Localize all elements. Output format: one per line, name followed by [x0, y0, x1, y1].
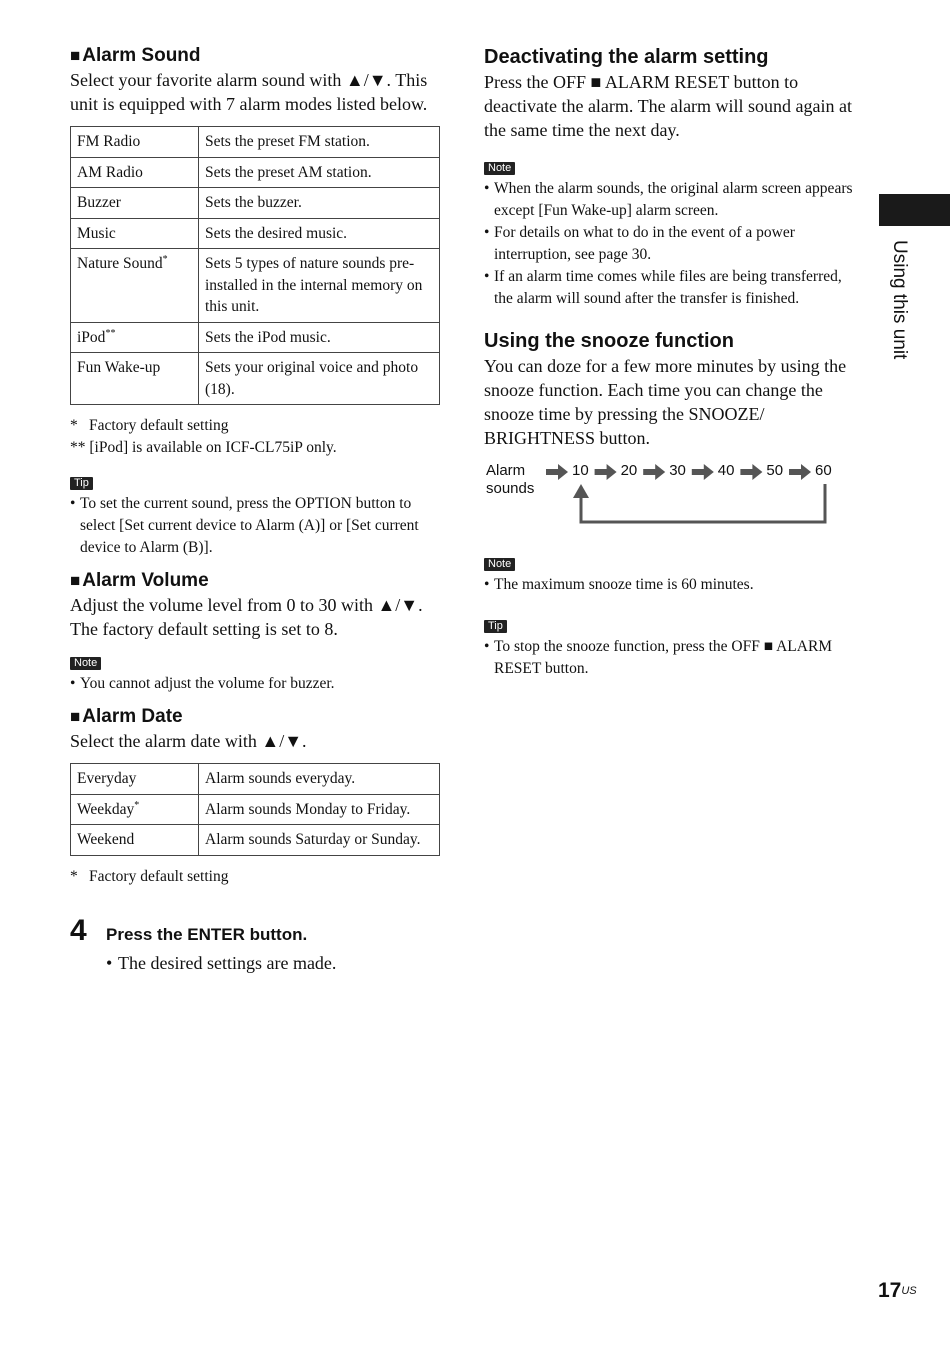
- section-tab: [879, 194, 950, 226]
- alarm-date-footnote: * Factory default setting: [70, 867, 229, 885]
- alarm-sound-table: [70, 126, 440, 405]
- step-title: Press the ENTER button.: [106, 924, 308, 944]
- diagram-label-sounds: sounds: [486, 480, 535, 497]
- snooze-step-value: 20: [620, 462, 638, 479]
- square-marker-icon: ■: [70, 571, 81, 590]
- table-row: [71, 825, 440, 856]
- footnote-mark: *: [134, 799, 140, 811]
- tip-badge: Tip: [484, 620, 507, 633]
- footnote-mark: **: [105, 327, 116, 339]
- snooze-note: [484, 554, 856, 596]
- table-row: [71, 322, 440, 353]
- step-arrow-icon: [546, 464, 568, 480]
- alarm-date-heading: ■ Alarm Date: [70, 706, 183, 727]
- mode-cell: FM Radio: [71, 127, 199, 158]
- snooze-tip: [484, 616, 856, 680]
- alarm-volume-note: [70, 653, 440, 695]
- alarm-date-intro: Select the alarm date with ▲/▼.: [70, 731, 307, 751]
- snooze-heading: Using the snooze function: [484, 330, 734, 352]
- alarm-sound-footnote-2: ** [iPod] is available on ICF-CL75iP only.: [70, 439, 337, 456]
- mode-cell: Music: [71, 218, 199, 249]
- section-side-label: Using this unit: [889, 240, 910, 360]
- step-bullet: • The desired settings are made.: [106, 951, 336, 975]
- mode-cell: Buzzer: [71, 188, 199, 219]
- mode-cell: Everyday: [71, 764, 199, 795]
- alarm-sound-footnote-1: * Factory default setting: [70, 417, 229, 434]
- alarm-sound-intro: Select your favorite alarm sound with ▲/▼. This unit is equipped with 7 alarm modes listed below.: [70, 70, 428, 114]
- table-row: [71, 249, 440, 323]
- description-cell: Sets 5 types of nature sounds pre-installed in the internal memory on this unit.: [199, 249, 440, 323]
- loop-back-line-icon: [581, 484, 825, 522]
- step-number: 4: [70, 913, 87, 947]
- deactivate-body: Press the OFF ■ ALARM RESET button to deactivate the alarm. The alarm will sound again at the same time the next day.: [484, 72, 853, 140]
- mode-cell: Nature Sound*: [71, 249, 199, 323]
- page-number: $17^{US}$: [878, 1279, 917, 1302]
- step-arrow-icon: [740, 464, 762, 480]
- description-cell: Sets the preset AM station.: [199, 157, 440, 188]
- square-marker-icon: ■: [70, 707, 81, 726]
- note-text: • The maximum snooze time is 60 minutes.: [484, 574, 856, 596]
- snooze-body: You can doze for a few more minutes by using the snooze function. Each time you can change the snooze time by pressing the SNOOZE/ BRIGHTNESS button.: [484, 356, 847, 448]
- table-row: [71, 218, 440, 249]
- table-row: [71, 157, 440, 188]
- alarm-date-table: [70, 763, 440, 856]
- note-item: • For details on what to do in the event of a power interruption, see page 30.: [484, 222, 856, 266]
- mode-cell: AM Radio: [71, 157, 199, 188]
- note-badge: Note: [70, 657, 101, 670]
- note-item: • When the alarm sounds, the original alarm screen appears except [Fun Wake-up] alarm screen.: [484, 178, 856, 222]
- deactivate-notes: [484, 158, 856, 310]
- loop-back-arrowhead-icon: [573, 484, 589, 498]
- table-row: [71, 794, 440, 825]
- step-4: [70, 913, 440, 980]
- snooze-step-value: 50: [766, 462, 784, 479]
- left-column: [70, 44, 440, 980]
- table-row: [71, 127, 440, 158]
- tip-text: • To set the current sound, press the OPTION button to select [Set current device to Alarm (A)] or [Set current device to Alarm (B)].: [70, 493, 440, 559]
- snooze-diagram: [484, 460, 856, 532]
- description-cell: Alarm sounds everyday.: [199, 764, 440, 795]
- step-arrow-icon: [692, 464, 714, 480]
- step-arrow-icon: [595, 464, 617, 480]
- alarm-volume-intro: Adjust the volume level from 0 to 30 with ▲/▼. The factory default setting is set to 8.: [70, 595, 423, 639]
- note-text: • You cannot adjust the volume for buzzer.: [70, 673, 440, 695]
- description-cell: Sets the desired music.: [199, 218, 440, 249]
- mode-cell: Fun Wake-up: [71, 353, 199, 405]
- diagram-label-alarm: Alarm: [486, 462, 526, 479]
- alarm-volume-heading: ■ Alarm Volume: [70, 570, 209, 591]
- step-arrow-icon: [643, 464, 665, 480]
- table-row: [71, 188, 440, 219]
- mode-cell: Weekend: [71, 825, 199, 856]
- note-badge: Note: [484, 558, 515, 571]
- square-marker-icon: ■: [70, 46, 81, 65]
- alarm-sound-tip: [70, 473, 440, 559]
- snooze-step-value: 60: [815, 462, 832, 479]
- snooze-step-value: 40: [717, 462, 735, 479]
- description-cell: Sets the preset FM station.: [199, 127, 440, 158]
- mode-cell: iPod**: [71, 322, 199, 353]
- note-badge: Note: [484, 162, 515, 175]
- mode-cell: Weekday*: [71, 794, 199, 825]
- table-row: [71, 764, 440, 795]
- description-cell: Sets your original voice and photo (18).: [199, 353, 440, 405]
- description-cell: Sets the iPod music.: [199, 322, 440, 353]
- tip-badge: Tip: [70, 477, 93, 490]
- description-cell: Alarm sounds Monday to Friday.: [199, 794, 440, 825]
- description-cell: Alarm sounds Saturday or Sunday.: [199, 825, 440, 856]
- table-row: [71, 353, 440, 405]
- snooze-step-value: 30: [669, 462, 686, 479]
- deactivate-heading: Deactivating the alarm setting: [484, 46, 769, 68]
- description-cell: Sets the buzzer.: [199, 188, 440, 219]
- page-region-suffix: US: [901, 1285, 917, 1297]
- tip-text: • To stop the snooze function, press the OFF ■ ALARM RESET button.: [484, 636, 856, 680]
- alarm-sound-heading: ■ Alarm Sound: [70, 45, 201, 66]
- right-column: [484, 44, 856, 680]
- footnote-mark: *: [162, 253, 168, 265]
- note-item: • If an alarm time comes while files are being transferred, the alarm will sound after the transfer is finished.: [484, 266, 856, 310]
- snooze-step-value: 10: [572, 462, 589, 479]
- step-arrow-icon: [789, 464, 811, 480]
